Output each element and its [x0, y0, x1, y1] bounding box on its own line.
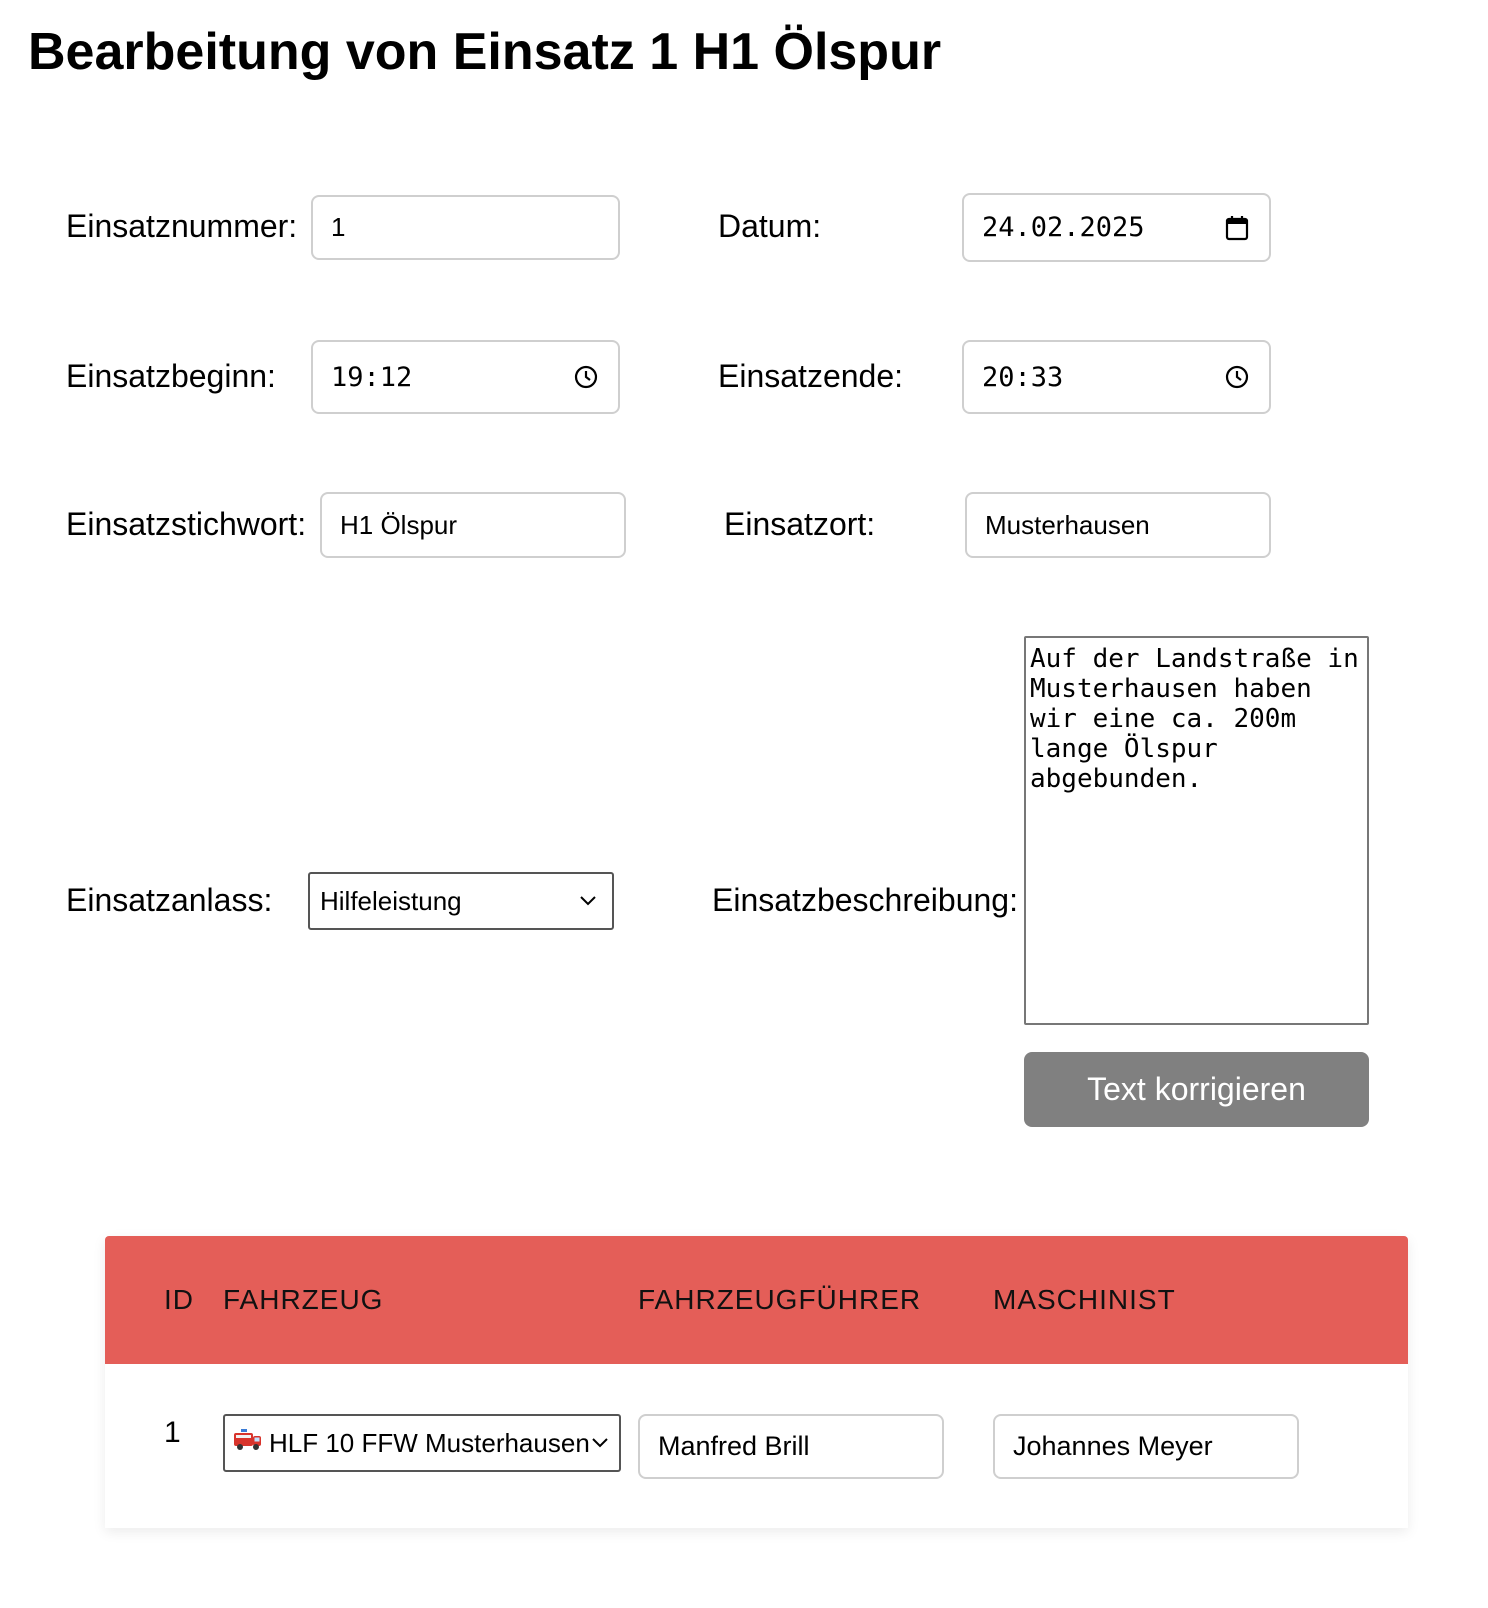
einsatzstichwort-input[interactable]	[320, 492, 626, 558]
row-id: 1	[164, 1416, 181, 1449]
fahrzeugfuehrer-input[interactable]	[638, 1414, 944, 1479]
einsatzanlass-select[interactable]	[308, 872, 614, 930]
calendar-icon[interactable]	[1223, 214, 1251, 242]
page-title: Bearbeitung von Einsatz 1 H1 Ölspur	[28, 23, 942, 81]
fahrzeug-select[interactable]	[223, 1414, 621, 1472]
einsatzende-input[interactable]	[962, 340, 1271, 414]
einsatzbeginn-value: 19:12	[331, 361, 413, 393]
datum-label: Datum:	[718, 208, 822, 244]
clock-icon[interactable]	[572, 363, 600, 391]
einsatzstichwort-label: Einsatzstichwort:	[66, 506, 307, 542]
einsatzort-value: Musterhausen	[985, 509, 1150, 540]
einsatznummer-input[interactable]	[311, 195, 620, 260]
einsatzstichwort-value: H1 Ölspur	[340, 509, 458, 540]
einsatzende-label: Einsatzende:	[718, 358, 904, 394]
einsatzbeschreibung-textarea[interactable]: Auf der Landstraße in Musterhausen haben wir eine ca. 200m lange Ölspur abgebunden.	[1024, 636, 1369, 1025]
table-header	[105, 1236, 1408, 1364]
einsatzort-label: Einsatzort:	[724, 506, 876, 542]
einsatzende-value: 20:33	[982, 361, 1064, 393]
vehicle-table	[105, 1236, 1408, 1528]
chevron-down-icon	[574, 887, 602, 915]
einsatzanlass-selected: Hilfeleistung	[320, 885, 462, 916]
datum-value: 24.02.2025	[982, 212, 1145, 243]
chevron-down-icon	[590, 1429, 611, 1457]
einsatzbeginn-label: Einsatzbeginn:	[66, 358, 276, 394]
einsatzbeschreibung-label: Einsatzbeschreibung:	[712, 882, 1018, 918]
einsatzanlass-label: Einsatzanlass:	[66, 882, 273, 918]
einsatznummer-label: Einsatznummer:	[66, 208, 298, 244]
einsatzbeginn-input[interactable]	[311, 340, 620, 414]
column-header-fahrzeugfuehrer: FAHRZEUGFÜHRER	[638, 1284, 922, 1315]
maschinist-input[interactable]	[993, 1414, 1299, 1479]
einsatzort-input[interactable]	[965, 492, 1271, 558]
datum-input[interactable]	[962, 193, 1271, 262]
column-header-fahrzeug: FAHRZEUG	[223, 1284, 384, 1315]
column-header-id: ID	[164, 1284, 194, 1315]
text-korrigieren-button[interactable]: Text korrigieren	[1024, 1052, 1369, 1127]
maschinist-value: Johannes Meyer	[1013, 1431, 1213, 1461]
einsatznummer-value: 1	[331, 212, 346, 242]
fahrzeugfuehrer-value: Manfred Brill	[658, 1431, 810, 1461]
clock-icon[interactable]	[1223, 363, 1251, 391]
fahrzeug-selected: HLF 10 FFW Musterhausen	[269, 1427, 590, 1458]
column-header-maschinist: MASCHINIST	[993, 1284, 1176, 1315]
fire-truck-icon	[233, 1428, 263, 1459]
